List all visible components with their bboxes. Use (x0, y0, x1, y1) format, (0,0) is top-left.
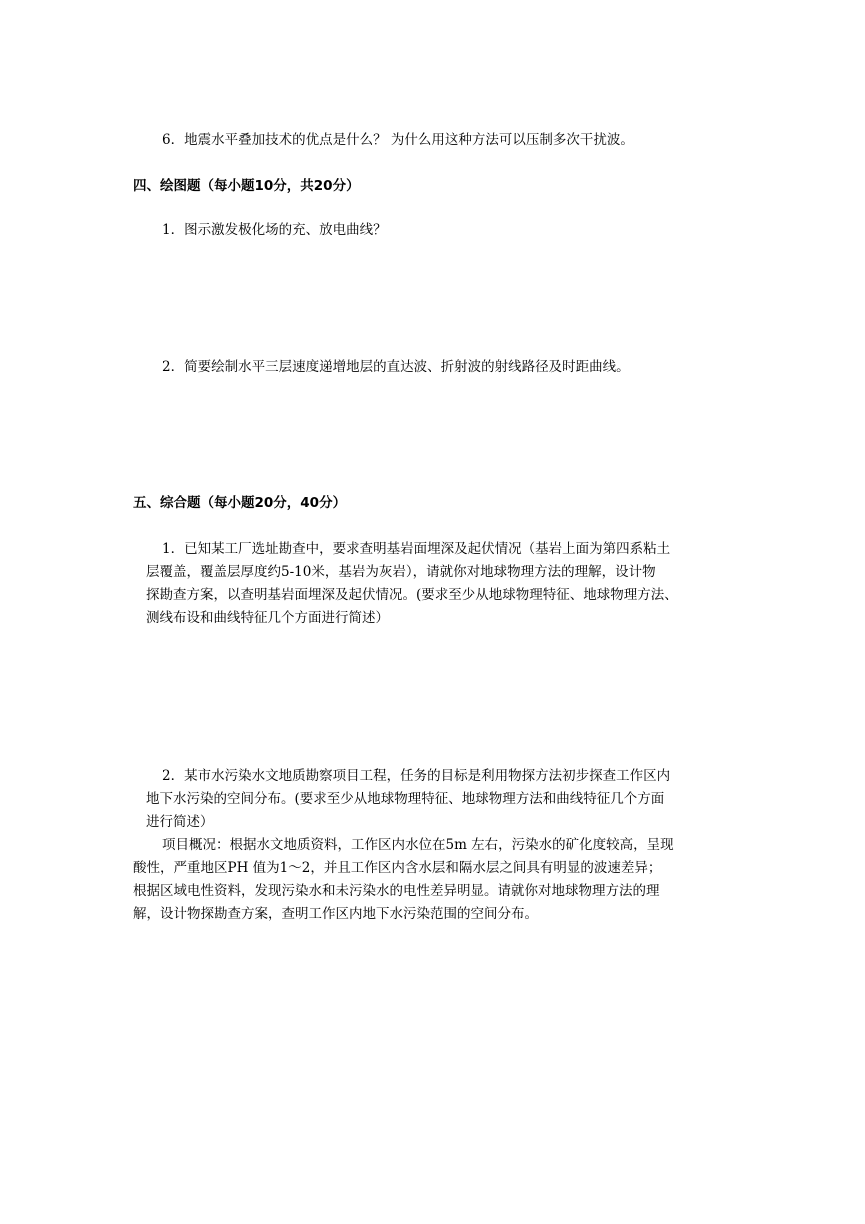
question-5-1-line: 探勘查方案，以查明基岩面埋深及起伏情况。(要求至少从地球物理特征、地球物理方法、 (146, 587, 678, 603)
question-5-2-line: 2．某市水污染水文地质勘察项目工程，任务的目标是利用物探方法初步探查工作区内 (162, 768, 671, 784)
question-5-2-line: 进行简述） (146, 814, 214, 830)
section-5-heading: 五、综合题（每小题20分，40分） (133, 495, 347, 511)
project-overview-line: 解，设计物探勘查方案，查明工作区内地下水污染范围的空间分布。 (133, 906, 538, 922)
project-overview-line: 酸性，严重地区PH 值为1～2，并且工作区内含水层和隔水层之间具有明显的波速差异； (133, 860, 662, 876)
question-4-2: 2．简要绘制水平三层速度递增地层的直达波、折射波的射线路径及时距曲线。 (162, 359, 630, 375)
section-4-heading: 四、绘图题（每小题10分，共20分） (133, 178, 360, 194)
question-5-1-line: 测线布设和曲线特征几个方面进行简述） (146, 610, 389, 626)
question-5-1-line: 1．已知某工厂选址勘查中，要求查明基岩面埋深及起伏情况（基岩上面为第四系粘土 (162, 541, 671, 557)
project-overview-line: 根据区域电性资料，发现污染水和未污染水的电性差异明显。请就你对地球物理方法的理 (133, 883, 660, 899)
question-3-6: 6．地震水平叠加技术的优点是什么？ 为什么用这种方法可以压制多次干扰波。 (162, 132, 634, 148)
question-4-1: 1．图示激发极化场的充、放电曲线？ (162, 222, 387, 238)
question-5-1-line: 层覆盖，覆盖层厚度约5-10米，基岩为灰岩），请就你对地球物理方法的理解，设计物 (146, 564, 656, 580)
project-overview-line: 项目概况：根据水文地质资料，工作区内水位在5m 左右，污染水的矿化度较高，呈现 (162, 837, 674, 853)
question-5-2-line: 地下水污染的空间分布。(要求至少从地球物理特征、地球物理方法和曲线特征几个方面 (146, 791, 665, 807)
